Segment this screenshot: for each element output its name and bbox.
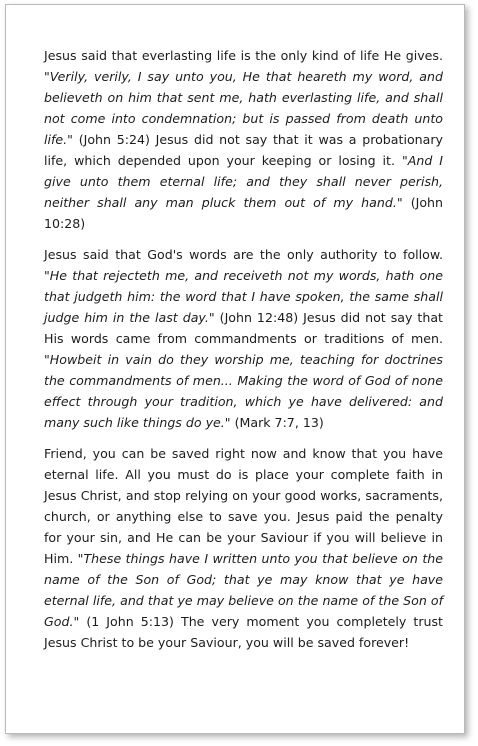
text-segment: (John 5:24) Jesus did not say that it was a probationary life, which depended upon your keeping or losing it. [44,132,443,168]
page-frame [5,4,465,734]
scripture-quote: "And I give unto them eternal life; and they shall never perish, neither shall any man pluck them out of my hand." [44,153,443,210]
text-segment: Jesus said that God's words are the only authority to follow. [44,247,443,262]
paragraph-gods-words-authority [44,244,443,433]
paragraph-be-saved-now [44,443,443,653]
document-body [44,45,443,663]
text-segment: (John 12:48) Jesus did not say that His words came from commandments or traditions of men. [44,310,443,346]
scripture-quote: "He that rejecteth me, and receiveth not my words, hath one that judgeth him: the word that I have spoken, the same shall judge him in the last day." [44,268,443,325]
text-segment: (1 John 5:13) The very moment you completely trust Jesus Christ to be your Saviour, you will be saved forever! [44,614,443,650]
scripture-quote: "Howbeit in vain do they worship me, teaching for doctrines the commandments of men... Making the word of God of none effect through your tradition, which ye have delivered: and many such like things do ye." [44,352,443,430]
paragraph-everlasting-life [44,45,443,234]
scripture-quote: "Verily, verily, I say unto you, He that heareth my word, and believeth on him that sent me, hath everlasting life, and shall not come into condemnation; but is passed from death unto life." [44,69,443,147]
text-segment: Jesus said that everlasting life is the only kind of life He gives. [44,48,443,63]
scripture-reference: (Mark 7:7, 13) [230,415,324,430]
scripture-quote: "These things have I written unto you that believe on the name of the Son of God; that ye may know that ye have eternal life, and that ye may believe on the name of the Son of God." [44,551,443,629]
text-segment: Friend, you can be saved right now and know that you have eternal life. All you must do is place your complete faith in Jesus Christ, and stop relying on your good works, sacraments, church, or anything else to save you. Jesus paid the penalty for your sin, and He can be your Saviour if you will believe in Him. [44,446,443,566]
scripture-reference: (John 10:28) [44,195,443,231]
